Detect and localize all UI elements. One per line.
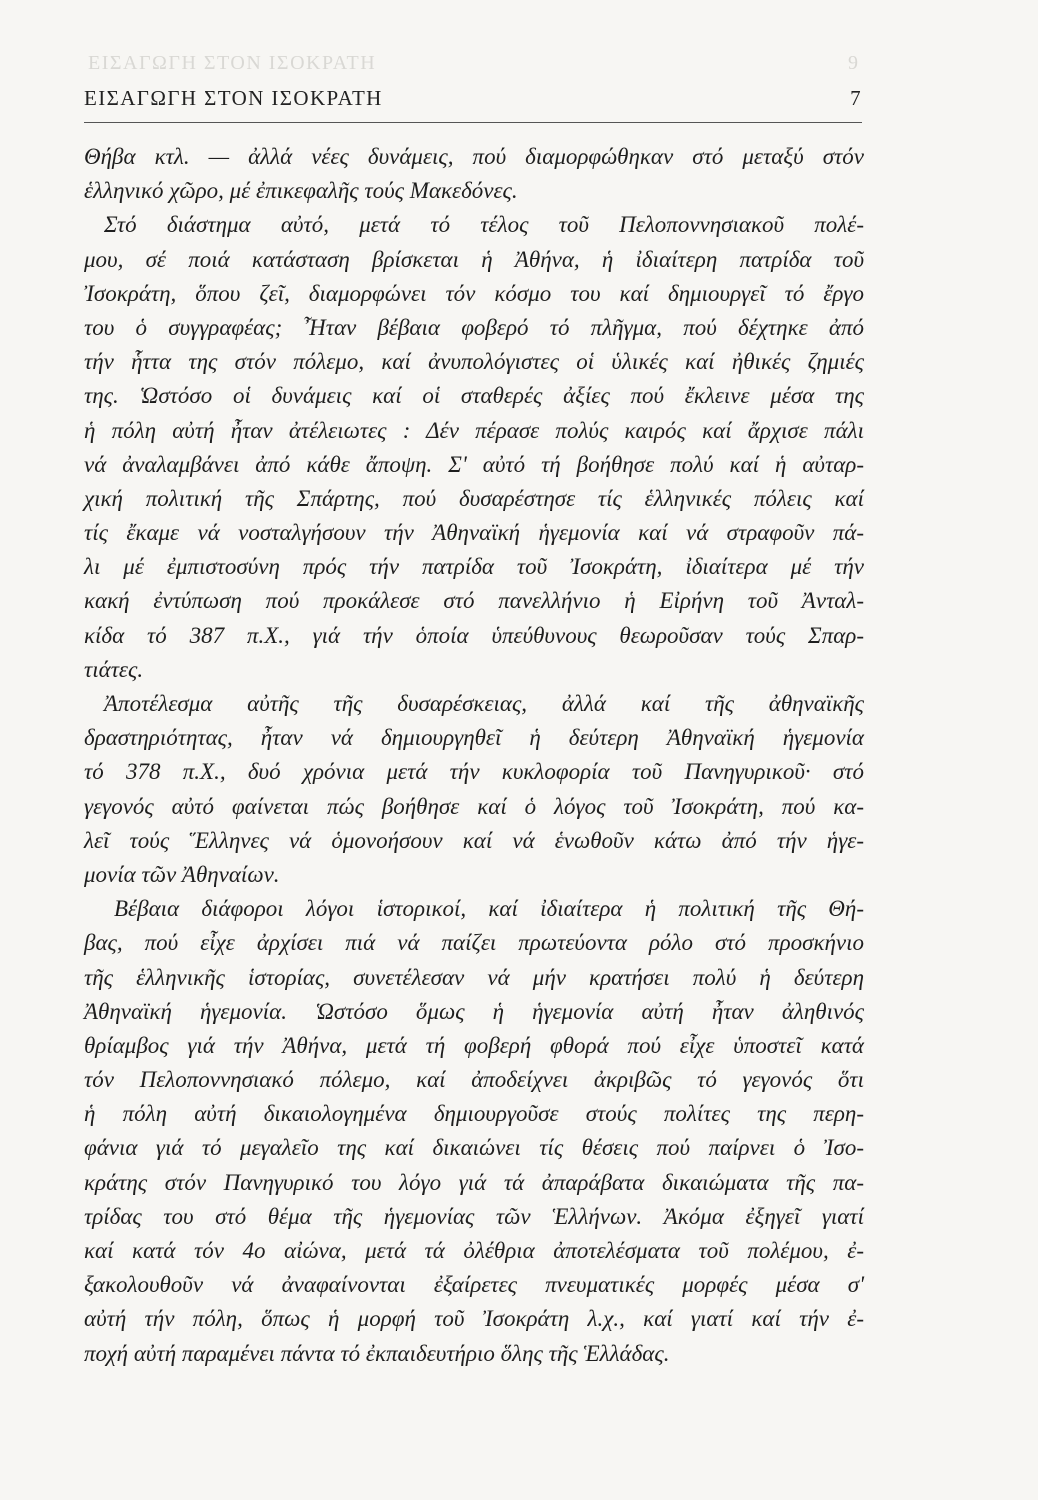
running-header — [84, 86, 862, 111]
text-line: λι μέ ἐμπιστοσύνη πρός τήν πατρίδα τοῦ Ἰσοκράτη, ἰδιαίτερα μέ τήν — [84, 554, 864, 580]
bleed-through-header — [88, 52, 860, 75]
text-line: μονία τῶν Ἀθηναίων. — [84, 861, 280, 887]
text-line: του ὁ συγγραφέας; Ἦταν βέβαια φοβερό τό πλῆγμα, πού δέχτηκε ἀπό — [84, 314, 864, 340]
text-line: κίδα τό 387 π.Χ., γιά τήν ὁποία ὑπεύθυνους θεωροῦσαν τούς Σπαρ- — [84, 622, 864, 648]
text-line: ξακολουθοῦν νά ἀναφαίνονται ἐξαίρετες πνευματικές μορφές μέσα σ' — [84, 1272, 864, 1298]
text-line: καί κατά τόν 4ο αἰώνα, μετά τά ὀλέθρια ἀποτελέσματα τοῦ πολέμου, ἐ- — [84, 1238, 864, 1263]
header-rule — [84, 122, 862, 123]
text-line: μου, σέ ποιά κατάσταση βρίσκεται ἡ Ἀθήνα, ἡ ἰδιαίτερη πατρίδα τοῦ — [84, 246, 864, 272]
text-line: Βέβαια διάφοροι λόγοι ἱστορικοί, καί ἰδιαίτερα ἡ πολιτική τῆς Θή- — [114, 896, 864, 922]
page-number: 7 — [850, 86, 862, 110]
text-line: βας, πού εἶχε ἀρχίσει πιά νά παίζει πρωτεύοντα ρόλο στό προσκήνιο — [84, 930, 864, 956]
text-line: τρίδας του στό θέμα τῆς ἡγεμονίας τῶν Ἑλλήνων. Ἀκόμα ἐξηγεῖ γιατί — [84, 1203, 864, 1229]
text-line: τίς ἔκαμε νά νοσταλγήσουν τήν Ἀθηναϊκή ἡγεμονία καί νά στραφοῦν πά- — [84, 520, 864, 546]
text-line: γεγονός αὐτό φαίνεται πώς βοήθησε καί ὁ λόγος τοῦ Ἰσοκράτη, πού κα- — [84, 793, 864, 819]
text-line: τό 378 π.Χ., δυό χρόνια μετά τήν κυκλοφορία τοῦ Πανηγυρικοῦ· στό — [84, 759, 864, 785]
text-line: τήν ἧττα της στόν πόλεμο, καί ἀνυπολόγιστες οἱ ὑλικές καί ἠθικές ζημιές — [84, 349, 864, 375]
text-line: Ἀποτέλεσμα αὐτῆς τῆς δυσαρέσκειας, ἀλλά καί τῆς ἀθηναϊκῆς — [104, 691, 864, 716]
text-line: ἡ πόλη αὐτή ἦταν ἀτέλειωτες : Δέν πέρασε πολύς καιρός καί ἄρχισε πάλι — [84, 417, 864, 443]
text-line: τόν Πελοποννησιακό πόλεμο, καί ἀποδείχνει ἀκριβῶς τό γεγονός ὅτι — [84, 1067, 864, 1093]
text-line: ποχή αὐτή παραμένει πάντα τό ἐκπαιδευτήριο ὅλης τῆς Ἑλλάδας. — [84, 1340, 670, 1366]
text-line: κράτης στόν Πανηγυρικό του λόγο γιά τά ἀπαράβατα δικαιώματα τῆς πα- — [84, 1169, 864, 1195]
text-line: αὐτή τήν πόλη, ὅπως ἡ μορφή τοῦ Ἰσοκράτη λ.χ., καί γιατί καί τήν ἐ- — [84, 1306, 864, 1332]
bleed-through-title: ΕΙΣΑΓΩΓΗ ΣΤΟΝ ΙΣΟΚΡΑΤΗ — [88, 52, 377, 74]
text-line: δραστηριότητας, ἦταν νά δημιουργηθεῖ ἡ δεύτερη Ἀθηναϊκή ἡγεμονία — [84, 725, 864, 751]
text-line: Ἰσοκράτη, ὅπου ζεῖ, διαμορφώνει τόν κόσμο του καί δημιουργεῖ τό ἔργο — [84, 280, 864, 306]
text-line: Στό διάστημα αὐτό, μετά τό τέλος τοῦ Πελοποννησιακοῦ πολέ- — [104, 212, 864, 238]
text-line: ἑλληνικό χῶρο, μέ ἐπικεφαλῆς τούς Μακεδόνες. — [84, 178, 518, 204]
text-line: θρίαμβος γιά τήν Ἀθήνα, μετά τή φοβερή φθορά πού εἶχε ὑποστεῖ κατά — [84, 1032, 864, 1058]
text-line: νά ἀναλαμβάνει ἀπό κάθε ἄποψη. Σ' αὐτό τή βοήθησε πολύ καί ἡ αὐταρ- — [84, 451, 864, 477]
text-line: λεῖ τούς Ἕλληνες νά ὁμονοήσουν καί νά ἑνωθοῦν κάτω ἀπό τήν ἡγε- — [84, 827, 864, 853]
text-line: χική πολιτική τῆς Σπάρτης, πού δυσαρέστησε τίς ἑλληνικές πόλεις καί — [84, 485, 864, 511]
text-line: τιάτες. — [84, 656, 144, 682]
text-line: της. Ὡστόσο οἱ δυνάμεις καί οἱ σταθερές ἀξίες πού ἔκλεινε μέσα της — [84, 383, 864, 409]
body-text — [84, 140, 864, 1371]
running-header-title: ΕΙΣΑΓΩΓΗ ΣΤΟΝ ΙΣΟΚΡΑΤΗ — [84, 86, 383, 110]
text-line: Ἀθηναϊκή ἡγεμονία. Ὡστόσο ὅμως ἡ ἡγεμονία αὐτή ἦταν ἀληθινός — [84, 998, 864, 1024]
text-line: Θήβα κτλ. — ἀλλά νέες δυνάμεις, πού διαμορφώθηκαν στό μεταξύ στόν — [84, 144, 864, 169]
text-line: ἡ πόλη αὐτή δικαιολογημένα δημιουργοῦσε στούς πολίτες της περη- — [84, 1101, 864, 1127]
text-line: κακή ἐντύπωση πού προκάλεσε στό πανελλήνιο ἡ Εἰρήνη τοῦ Ἀνταλ- — [84, 588, 864, 614]
text-line: τῆς ἑλληνικῆς ἱστορίας, συνετέλεσαν νά μήν κρατήσει πολύ ἡ δεύτερη — [84, 964, 864, 990]
bleed-through-page-number: 9 — [848, 52, 860, 74]
text-line: φάνια γιά τό μεγαλεῖο της καί δικαιώνει τίς θέσεις πού παίρνει ὁ Ἰσο- — [84, 1135, 864, 1161]
